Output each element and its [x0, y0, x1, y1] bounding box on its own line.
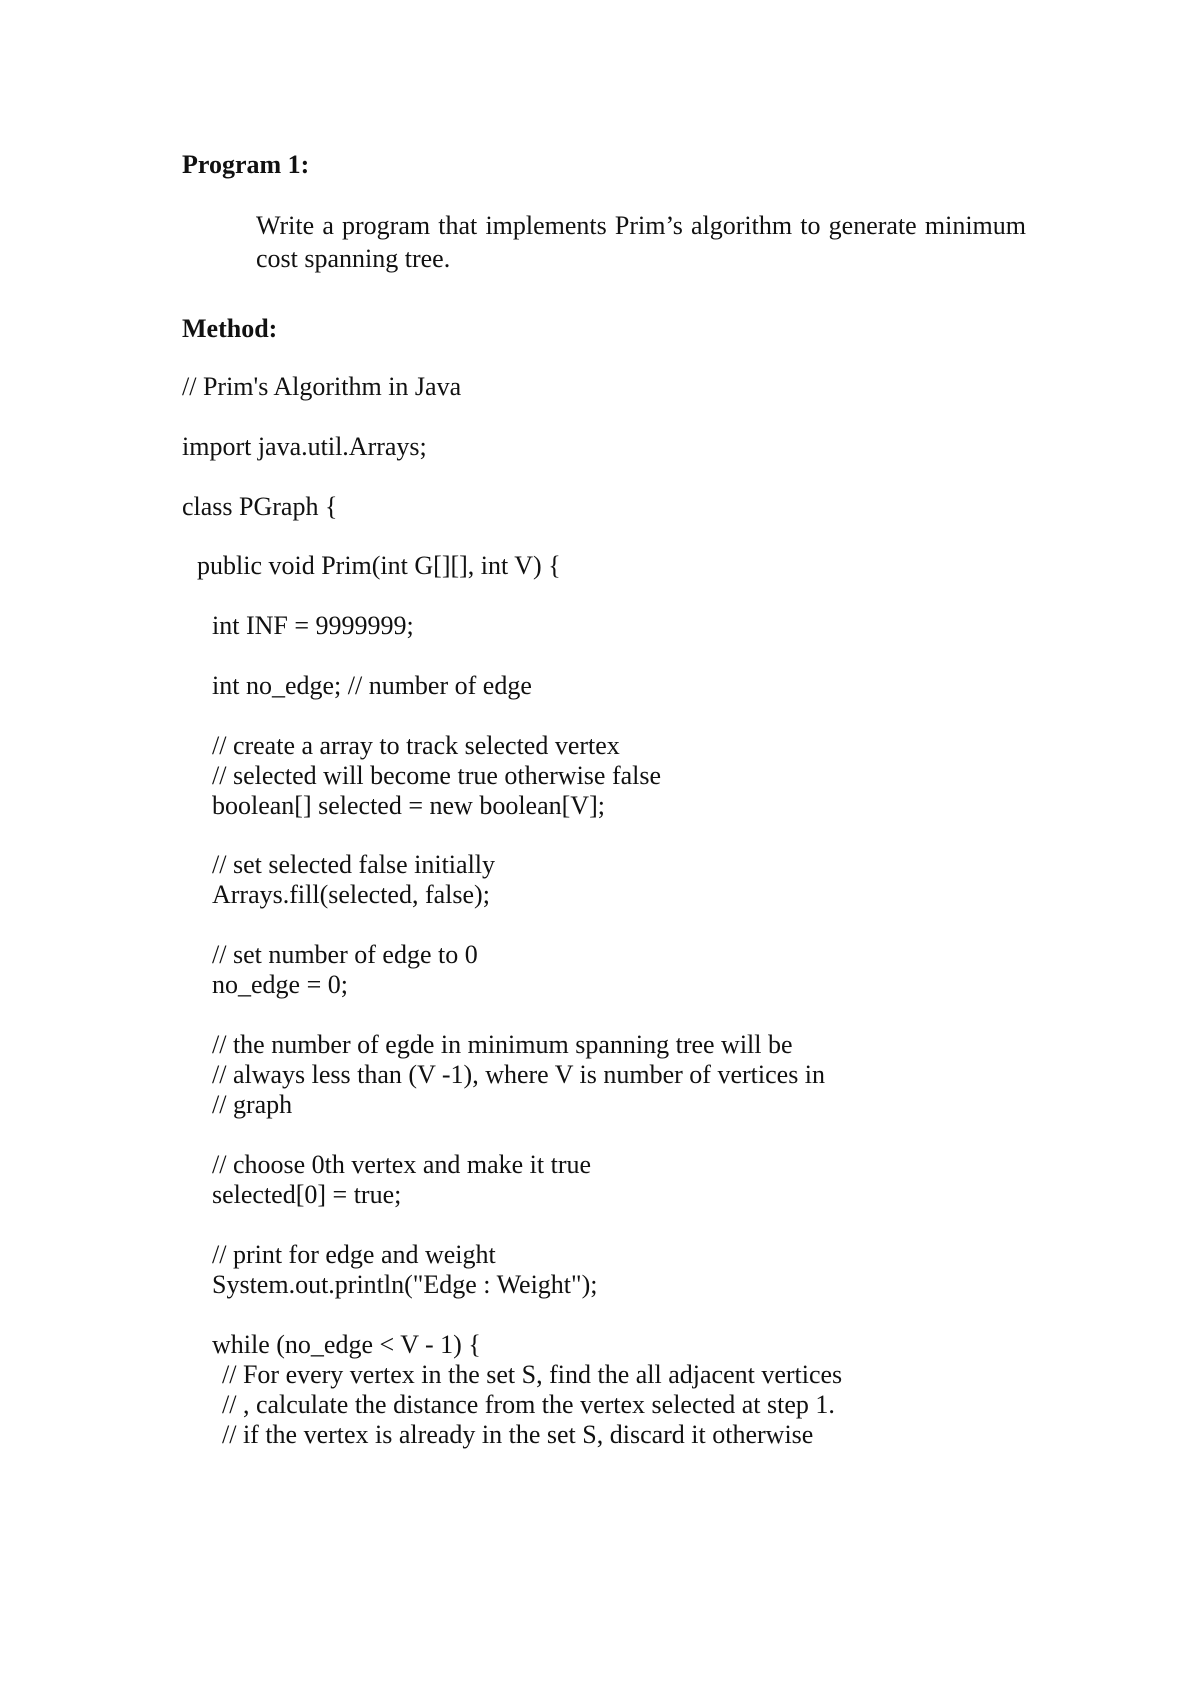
- code-line: boolean[] selected = new boolean[V];: [212, 791, 605, 820]
- code-line: class PGraph {: [182, 492, 338, 521]
- code-line: int no_edge; // number of edge: [212, 671, 532, 700]
- code-line: // print for edge and weight: [212, 1240, 496, 1269]
- code-line: int INF = 9999999;: [212, 611, 414, 640]
- method-heading: Method:: [182, 314, 278, 343]
- code-line: // graph: [212, 1090, 293, 1119]
- code-line: // always less than (V -1), where V is number of vertices in: [212, 1060, 826, 1089]
- code-line: // set number of edge to 0: [212, 940, 478, 969]
- code-line: // , calculate the distance from the vertex selected at step 1.: [222, 1390, 835, 1419]
- code-line: // Prim's Algorithm in Java: [182, 372, 462, 401]
- code-line: // the number of egde in minimum spanning tree will be: [212, 1030, 793, 1059]
- task-description: Write a program that implements Prim’s algorithm to generate minimum cost spanning tree.: [256, 211, 1026, 273]
- code-line: // selected will become true otherwise false: [212, 761, 662, 790]
- code-line: no_edge = 0;: [212, 970, 348, 999]
- code-line: selected[0] = true;: [212, 1180, 402, 1209]
- code-line: // create a array to track selected vertex: [212, 731, 620, 760]
- code-line: while (no_edge < V - 1) {: [212, 1330, 481, 1359]
- code-line: // choose 0th vertex and make it true: [212, 1150, 592, 1179]
- code-line: Arrays.fill(selected, false);: [212, 880, 490, 909]
- program-heading: Program 1:: [182, 150, 310, 179]
- code-line: System.out.println("Edge : Weight");: [212, 1270, 598, 1299]
- code-line: // For every vertex in the set S, find the all adjacent vertices: [222, 1360, 843, 1389]
- code-line: import java.util.Arrays;: [182, 432, 427, 461]
- code-line: // set selected false initially: [212, 850, 496, 879]
- code-line: public void Prim(int G[][], int V) {: [197, 551, 561, 580]
- code-line: // if the vertex is already in the set S, discard it otherwise: [222, 1420, 814, 1449]
